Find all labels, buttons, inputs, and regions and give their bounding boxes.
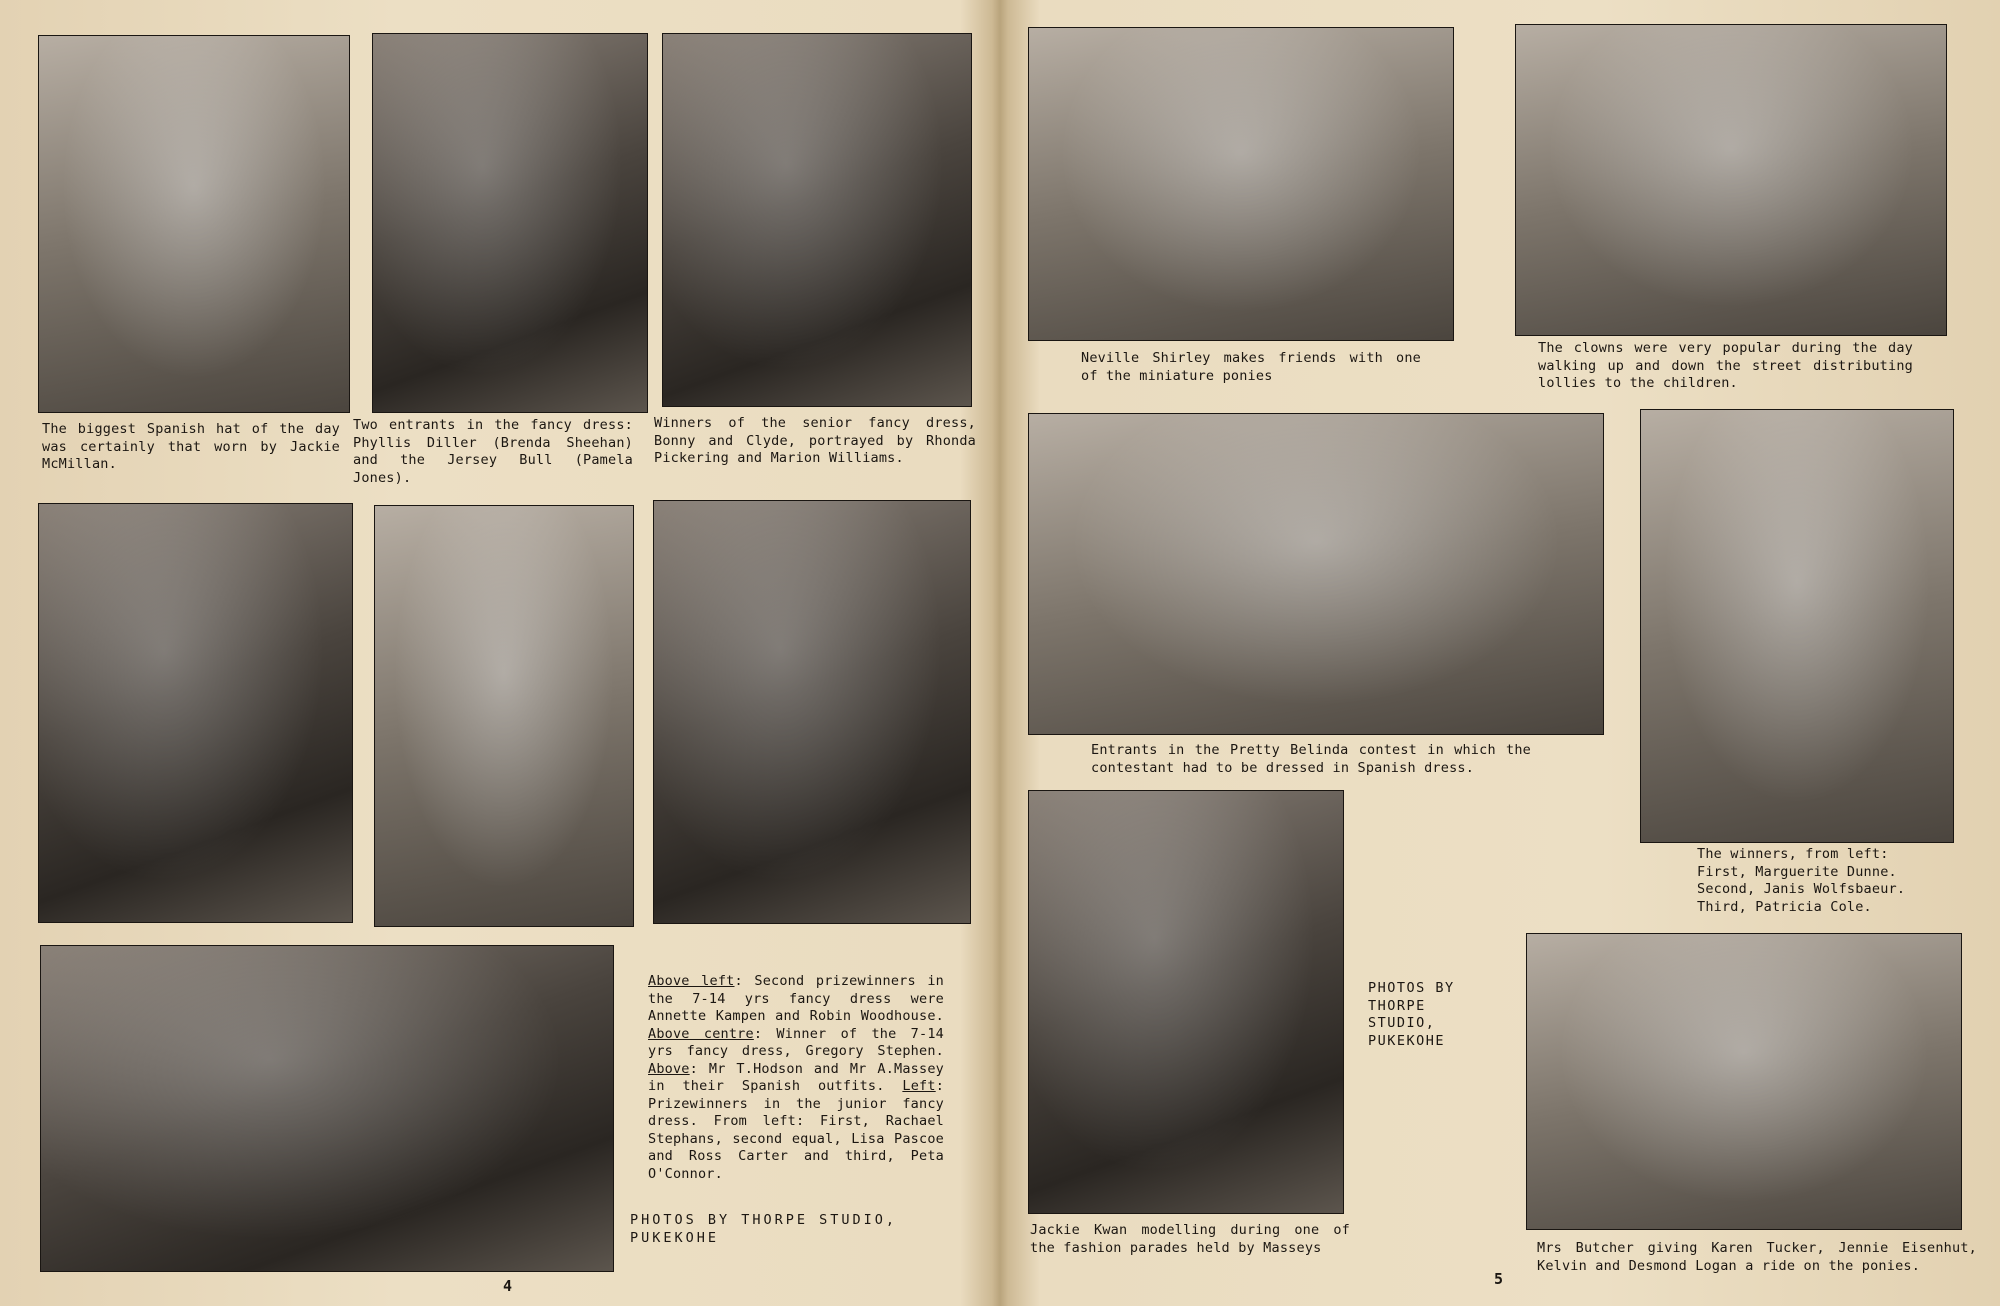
photo-hodson-massey xyxy=(653,500,971,924)
label-above: Above xyxy=(648,1060,690,1077)
caption-jackie-kwan: Jackie Kwan modelling during one of the fashion parades held by Masseys xyxy=(1030,1222,1350,1256)
caption-belinda-winners xyxy=(1697,846,1937,916)
page-number-right: 5 xyxy=(1494,1270,1504,1288)
photo-clowns xyxy=(1515,24,1947,336)
photo-junior-prizewinners xyxy=(40,945,614,1272)
photo-belinda-winners xyxy=(1640,409,1954,843)
photo-mrs-butcher xyxy=(1526,933,1962,1230)
caption-mrs-butcher: Mrs Butcher giving Karen Tucker, Jennie Eisenhut, Kelvin and Desmond Logan a ride on the ponies. xyxy=(1537,1240,1977,1274)
page-number-left: 4 xyxy=(503,1277,513,1295)
winners-line-4: Third, Patricia Cole. xyxy=(1697,898,1872,915)
caption-spanish-hat: The biggest Spanish hat of the day was certainly that worn by Jackie McMillan. xyxy=(42,421,340,472)
credit-right-line-3: STUDIO, xyxy=(1368,1015,1436,1031)
winners-line-3: Second, Janis Wolfsbaeur. xyxy=(1697,881,1906,897)
photo-senior-winners xyxy=(662,33,972,407)
text-left: : Prizewinners in the junior fancy dress. From left: First, Rachael Stephans, second equal, Lisa Pascoe and Ross Carter and third, Peta O'Connor. xyxy=(648,1078,945,1182)
text-above-left: : Second prizewinners in the 7-14 yrs fancy dress were Annette Kampen and Robin Woodhouse. xyxy=(648,973,944,1024)
credit-right-line-2: THORPE xyxy=(1368,997,1426,1014)
photo-pretty-belinda xyxy=(1028,413,1604,735)
label-left: Left xyxy=(902,1078,936,1094)
photo-jackie-kwan xyxy=(1028,790,1344,1214)
caption-clowns: The clowns were very popular during the day walking up and down the street distributing lollies to the children. xyxy=(1538,340,1913,391)
caption-neville: Neville Shirley makes friends with one of the miniature ponies xyxy=(1081,350,1421,384)
label-above-centre: Above centre xyxy=(648,1025,754,1042)
caption-multi xyxy=(648,973,944,1183)
photo-gregory-stephen xyxy=(374,505,634,927)
photo-second-prizewinners xyxy=(38,503,353,923)
caption-fancy-dress-entrants: Two entrants in the fancy dress: Phyllis Diller (Brenda Sheehan) and the Jersey Bull (Pamela Jones). xyxy=(353,417,633,486)
credit-right-line-4: PUKEKOHE xyxy=(1368,1032,1446,1049)
winners-line-2: First, Marguerite Dunne. xyxy=(1697,863,1897,880)
winners-line-1: The winners, from left: xyxy=(1697,846,1889,862)
photo-credit-right xyxy=(1368,980,1488,1050)
photo-credit-left: PHOTOS BY THORPE STUDIO, PUKEKOHE xyxy=(630,1212,898,1246)
credit-right-line-1: PHOTOS BY xyxy=(1368,980,1455,996)
caption-senior-winners: Winners of the senior fancy dress, Bonny and Clyde, portrayed by Rhonda Pickering and Marion Williams. xyxy=(654,415,976,466)
photo-fancy-dress-entrants xyxy=(372,33,648,413)
label-above-left: Above left xyxy=(648,973,735,989)
photo-neville-shirley xyxy=(1028,27,1454,341)
caption-pretty-belinda: Entrants in the Pretty Belinda contest in which the contestant had to be dressed in Spanish dress. xyxy=(1091,742,1531,776)
text-above: : Mr T.Hodson and Mr A.Massey in their Spanish outfits. xyxy=(648,1060,944,1094)
text-above-centre: : Winner of the 7-14 yrs fancy dress, Gregory Stephen. xyxy=(648,1025,944,1059)
photo-spanish-hat xyxy=(38,35,350,413)
